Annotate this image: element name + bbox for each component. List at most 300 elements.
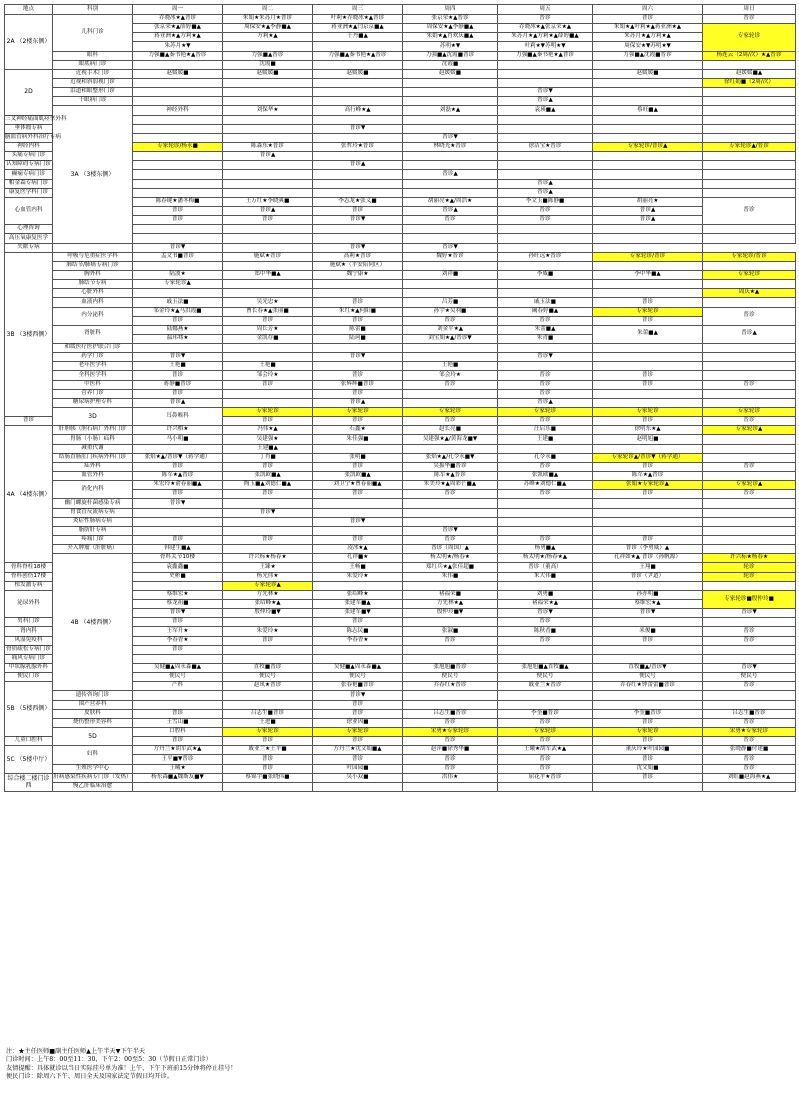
schedule-cell: 孟文书■普诊	[133, 252, 223, 261]
schedule-cell	[133, 700, 223, 709]
schedule-cell: 普诊	[498, 536, 593, 545]
schedule-cell	[223, 691, 313, 700]
table-row	[5, 106, 796, 115]
schedule-cell: 普诊	[593, 737, 703, 746]
schedule-cell	[703, 499, 796, 508]
legend-note: 注：★主任医师■副主任医师▲上午半天▼下午半天	[6, 1048, 146, 1055]
schedule-cell: 方先林★	[223, 590, 313, 599]
schedule-cell	[703, 344, 796, 353]
table-row	[5, 517, 796, 526]
schedule-cell: 杨光伟★	[223, 572, 313, 581]
schedule-cell: 乔晓冰★▲张京荣★▲	[498, 24, 593, 33]
schedule-cell: 力强■▲普诊	[223, 51, 313, 60]
schedule-cell	[703, 298, 796, 307]
table-row	[5, 764, 796, 773]
schedule-cell	[593, 60, 703, 69]
schedule-cell	[223, 353, 313, 362]
schedule-cell: 张娟★专家轮诊▲	[593, 481, 703, 490]
table-row	[5, 78, 796, 87]
schedule-cell: 陈志民■	[313, 627, 403, 636]
schedule-cell	[133, 97, 223, 106]
schedule-cell: 普诊	[593, 755, 703, 764]
department-cell: 三叉神经痛面肌痉挛外科	[5, 115, 53, 124]
schedule-cell: 张明■	[313, 453, 403, 462]
schedule-cell: 普诊	[133, 737, 223, 746]
schedule-cell: 专家轮诊▲	[703, 481, 796, 490]
schedule-cell: 沈霞■	[403, 60, 498, 69]
schedule-cell: 王建■	[498, 435, 593, 444]
schedule-cell	[133, 517, 223, 526]
schedule-cell	[313, 60, 403, 69]
schedule-cell	[703, 152, 796, 161]
schedule-cell	[403, 280, 498, 289]
schedule-cell: 吴建强★	[223, 435, 313, 444]
schedule-cell	[703, 581, 796, 590]
header-tuesday: 周二	[223, 5, 313, 15]
clinic-schedule-table	[4, 4, 796, 792]
schedule-cell	[313, 782, 403, 791]
schedule-cell: 普诊▼	[703, 609, 796, 618]
table-row	[5, 97, 796, 106]
schedule-cell: 普诊	[703, 197, 796, 224]
table-row	[5, 718, 796, 727]
schedule-cell: 普诊	[403, 755, 498, 764]
schedule-cell	[403, 389, 498, 398]
schedule-cell	[703, 261, 796, 270]
schedule-cell: 张焰★▲/普诊▼（蒋学通）	[133, 453, 223, 462]
schedule-cell: 韩建生■▲	[133, 545, 223, 554]
department-cell: 和缓医疗医护联合门诊	[53, 344, 133, 353]
schedule-cell: 张凯欧■▲	[313, 472, 403, 481]
schedule-cell: 直牧■普诊	[223, 663, 313, 672]
schedule-cell: 专家轮诊	[703, 408, 796, 417]
schedule-cell: 张京荣★▲薛婷■▲	[133, 24, 223, 33]
schedule-cell: 朱苏月★▲方莉★▲薛婷■▲	[498, 33, 593, 42]
schedule-cell: 朱爱玲★	[313, 572, 403, 581]
schedule-cell: 张晓静■付建■	[703, 746, 796, 755]
schedule-cell	[498, 234, 593, 243]
schedule-cell: 孔令永■	[498, 453, 593, 462]
schedule-cell	[313, 654, 403, 663]
department-cell: 骨科关节10楼	[133, 554, 223, 563]
schedule-cell: 周长芳★	[223, 325, 313, 334]
schedule-cell	[403, 782, 498, 791]
schedule-cell: 赵媛媛■	[223, 69, 313, 78]
department-cell: 全科医学科	[53, 371, 133, 380]
schedule-cell: 刘金平★▲	[403, 325, 498, 334]
schedule-cell	[223, 124, 313, 133]
schedule-cell	[223, 225, 313, 234]
schedule-cell	[223, 700, 313, 709]
schedule-cell	[403, 261, 498, 270]
schedule-cell	[313, 78, 403, 87]
schedule-cell: 曹长春★▲张丽■	[223, 307, 313, 316]
schedule-cell: 周庆★▲	[703, 289, 796, 298]
schedule-cell: 张淑■	[403, 627, 498, 636]
schedule-cell: 普诊	[498, 718, 593, 727]
schedule-cell	[703, 700, 796, 709]
schedule-cell: 专家轮诊	[403, 408, 498, 417]
table-row	[5, 709, 796, 718]
schedule-cell	[223, 88, 313, 97]
table-row	[5, 298, 796, 307]
schedule-cell: 徐明东★▲	[593, 426, 703, 435]
schedule-cell	[703, 444, 796, 453]
schedule-cell: 李中华■▲	[593, 270, 703, 279]
schedule-cell: 专家轮诊/普诊	[703, 252, 796, 261]
schedule-cell: 石鑫★	[313, 426, 403, 435]
schedule-cell: 金凯存■	[223, 334, 313, 343]
schedule-cell: 普诊▲	[223, 206, 313, 215]
schedule-cell	[313, 179, 403, 188]
schedule-cell: 周保安★▲李静■▲	[403, 24, 498, 33]
schedule-cell: 普诊	[403, 718, 498, 727]
schedule-cell: 普诊	[498, 490, 593, 499]
schedule-cell	[313, 188, 403, 197]
schedule-cell: 普诊（周国）▲	[403, 545, 498, 554]
schedule-cell: 力强■▲秦书艳★▲普诊	[133, 51, 223, 60]
schedule-cell: 普诊	[403, 764, 498, 773]
schedule-cell: 普诊	[593, 371, 703, 380]
schedule-cell: 普诊	[223, 737, 313, 746]
schedule-cell	[403, 508, 498, 517]
department-cell: 肺结节专病	[53, 280, 133, 289]
schedule-cell	[593, 517, 703, 526]
schedule-cell: 力强■▲沈霞■普诊	[593, 51, 703, 60]
schedule-cell: 吕志生■普诊	[403, 709, 498, 718]
table-row	[5, 252, 796, 261]
schedule-cell: 普诊	[593, 316, 703, 325]
schedule-cell: 林晓光★普诊	[403, 142, 498, 151]
schedule-cell: 普诊	[703, 15, 796, 24]
schedule-cell	[703, 188, 796, 197]
schedule-cell: 普诊▼	[133, 499, 223, 508]
schedule-cell: 普诊	[498, 316, 593, 325]
schedule-cell	[133, 115, 223, 124]
schedule-cell: 殷仲玲■▼	[403, 609, 498, 618]
department-cell: 风湿免疫科	[5, 636, 53, 645]
table-row	[5, 69, 796, 78]
schedule-cell: 张京荣★▲普诊	[403, 15, 498, 24]
schedule-cell: 普诊	[403, 216, 498, 225]
schedule-cell	[703, 508, 796, 517]
schedule-cell	[403, 88, 498, 97]
schedule-cell: 普诊	[403, 490, 498, 499]
schedule-cell	[498, 152, 593, 161]
schedule-cell: 普诊	[703, 307, 796, 325]
schedule-cell	[593, 398, 703, 407]
schedule-cell	[133, 654, 223, 663]
department-cell: 神经内科	[5, 142, 53, 151]
table-row	[5, 88, 796, 97]
schedule-cell	[593, 97, 703, 106]
schedule-cell: 刘宝娟★▲/普诊▼	[403, 334, 498, 343]
schedule-cell	[703, 782, 796, 791]
schedule-cell: 张旭旭■普诊	[403, 663, 498, 672]
schedule-cell: 普诊	[133, 316, 223, 325]
schedule-cell: 普诊	[223, 536, 313, 545]
department-cell: 干眼病门诊	[53, 97, 133, 106]
department-cell: 肝胆胰（胆石病）外科门诊	[53, 426, 133, 435]
schedule-cell: 李奎■普诊	[593, 709, 703, 718]
schedule-cell	[403, 225, 498, 234]
schedule-cell: 王艳■	[133, 362, 223, 371]
schedule-cell	[403, 115, 498, 124]
schedule-cell	[703, 97, 796, 106]
schedule-cell: 普诊	[703, 380, 796, 389]
schedule-cell	[403, 444, 498, 453]
schedule-cell: 李威■	[498, 270, 593, 279]
table-row	[5, 261, 796, 270]
schedule-cell: 力强■▲秦书艳★▲普诊	[313, 51, 403, 60]
table-row	[5, 398, 796, 407]
location-cell: 5D	[53, 727, 133, 745]
schedule-cell: 普诊	[313, 462, 403, 471]
schedule-cell	[498, 261, 593, 270]
schedule-cell	[593, 152, 703, 161]
department-cell: 近视手术门诊	[53, 69, 133, 78]
schedule-cell: 便民号	[403, 673, 498, 682]
location-cell: 3A （3楼东侧）	[53, 106, 133, 243]
schedule-cell: 陈军★▲普诊	[133, 472, 223, 481]
table-row	[5, 526, 796, 535]
schedule-cell	[403, 517, 498, 526]
schedule-cell: 袁鑫鑫■	[133, 563, 223, 572]
schedule-cell	[498, 170, 593, 179]
department-cell: 疝外科	[53, 462, 133, 471]
header-row	[5, 5, 796, 15]
location-cell: 2D	[5, 69, 53, 115]
schedule-cell: 普诊▲	[223, 152, 313, 161]
schedule-cell: 普诊	[703, 417, 796, 426]
schedule-cell	[403, 124, 498, 133]
schedule-cell: 杨东森■▲魏斯友■▼	[133, 773, 223, 782]
schedule-cell: 轮诊	[703, 572, 796, 581]
schedule-cell	[593, 499, 703, 508]
schedule-cell	[498, 243, 593, 252]
schedule-cell: 朱美玲★▲周彩芒■▲	[403, 481, 498, 490]
department-cell: 癫痫专病门诊	[5, 170, 53, 179]
schedule-cell: 孙亦明■	[593, 590, 703, 599]
schedule-cell	[703, 88, 796, 97]
schedule-cell	[703, 280, 796, 289]
department-cell: 皮肤科	[53, 709, 133, 718]
department-cell: 脑血管病外科治疗专病	[5, 133, 53, 142]
schedule-cell: 陈军★▲普诊	[403, 472, 498, 481]
schedule-cell: 褚福荣■	[403, 590, 498, 599]
schedule-cell: 杨太明★/杨春★▲	[498, 554, 593, 563]
schedule-cell	[133, 133, 223, 142]
schedule-cell	[498, 517, 593, 526]
schedule-cell	[593, 618, 703, 627]
schedule-cell	[593, 280, 703, 289]
schedule-cell	[593, 362, 703, 371]
schedule-cell: 孔祥■★	[313, 554, 403, 563]
schedule-cell: 普诊	[133, 216, 223, 225]
schedule-cell: 吕芳■	[403, 298, 498, 307]
schedule-cell: 轮诊	[703, 563, 796, 572]
department-cell: 心脏外科	[53, 289, 133, 298]
schedule-cell	[313, 225, 403, 234]
schedule-cell	[498, 78, 593, 87]
schedule-cell: 普诊▼	[498, 353, 593, 362]
schedule-cell	[593, 645, 703, 654]
table-row	[5, 691, 796, 700]
schedule-cell	[133, 78, 223, 87]
schedule-cell: 赵媛媛■▲	[703, 69, 796, 78]
table-row	[5, 380, 796, 389]
department-cell: 植发激专病	[5, 581, 53, 590]
schedule-cell: 许兴标★杨春★	[223, 554, 313, 563]
schedule-cell: 张建军■▲	[313, 600, 403, 609]
schedule-cell: 张凯欧■▲	[498, 472, 593, 481]
schedule-cell: 普诊	[313, 700, 403, 709]
schedule-cell: 普诊	[498, 618, 593, 627]
schedule-cell: 普诊▼	[133, 353, 223, 362]
schedule-cell: 朱娟★▲肖欢庆■▲	[403, 33, 498, 42]
schedule-cell: 普诊	[593, 718, 703, 727]
schedule-cell: 普诊	[403, 316, 498, 325]
schedule-cell	[223, 42, 313, 51]
table-row	[5, 481, 796, 490]
schedule-cell: 李文玉■陈静■	[498, 197, 593, 206]
schedule-cell	[223, 618, 313, 627]
header-department: 科别	[53, 5, 133, 15]
schedule-cell: 蔡锦宇■张晓伟■	[223, 773, 313, 782]
schedule-cell: 普诊	[133, 490, 223, 499]
schedule-cell: 李志龙★张义■	[313, 197, 403, 206]
department-cell: 脂肪肝专病	[53, 526, 133, 535]
legend-hours: 门诊时间：上午8：00至11：30，下午2：00至5：30（节假日正常门诊）	[6, 1056, 212, 1064]
schedule-cell	[498, 526, 593, 535]
schedule-cell: 郑红兵★▲张佳超■	[403, 563, 498, 572]
schedule-cell: 普诊▼	[593, 609, 703, 618]
schedule-cell: 邹会玲★	[223, 371, 313, 380]
schedule-cell: 张焰★▲/孔令永■▼	[403, 453, 498, 462]
header-friday: 周五	[498, 5, 593, 15]
schedule-cell: 普诊▼	[313, 124, 403, 133]
schedule-cell: 普诊	[498, 389, 593, 398]
schedule-cell	[403, 499, 498, 508]
schedule-cell	[703, 654, 796, 663]
schedule-cell: 方先林★▲	[403, 600, 498, 609]
schedule-cell	[223, 115, 313, 124]
schedule-cell	[498, 161, 593, 170]
schedule-cell	[593, 581, 703, 590]
schedule-cell: 普诊	[223, 380, 313, 389]
department-cell: 结肠直肠肛门疾病外科门诊	[53, 453, 133, 462]
schedule-cell: 叶莉★▼苏明★▼	[498, 42, 593, 51]
schedule-cell: 专家轮诊▲	[133, 280, 223, 289]
schedule-cell: 普诊	[703, 737, 796, 746]
schedule-cell	[313, 234, 403, 243]
schedule-cell	[133, 88, 223, 97]
schedule-cell	[403, 234, 498, 243]
schedule-cell: 高莉★普诊	[313, 252, 403, 261]
schedule-cell: 普诊	[223, 636, 313, 645]
department-cell: 血液内科	[53, 298, 133, 307]
schedule-cell	[498, 782, 593, 791]
schedule-cell: 蔡旺■▲	[593, 106, 703, 115]
department-cell: 帕金森专病门诊	[5, 179, 53, 188]
schedule-cell	[498, 280, 593, 289]
schedule-cell: 普诊	[223, 216, 313, 225]
schedule-cell: 吴健■▲周永森■▲	[133, 663, 223, 672]
schedule-cell	[593, 526, 703, 535]
table-row	[5, 508, 796, 517]
schedule-cell: 方莉★▲	[223, 33, 313, 42]
schedule-cell: 专家轮诊▲/普诊▼（蒋学通）	[593, 453, 703, 462]
schedule-cell: 普诊	[313, 618, 403, 627]
schedule-cell	[498, 581, 593, 590]
department-cell: 糖尿病护理专科	[53, 398, 133, 407]
schedule-cell	[593, 444, 703, 453]
schedule-cell: 乔春红★普诊	[403, 682, 498, 691]
location-cell: 3D	[53, 408, 133, 426]
schedule-cell: 方丹兰★沈文娟■▲	[313, 746, 403, 755]
schedule-cell: 普诊▲	[498, 188, 593, 197]
schedule-cell	[593, 88, 703, 97]
schedule-cell: 普诊	[133, 618, 223, 627]
schedule-cell: 王进■	[223, 718, 313, 727]
schedule-cell: 专家轮诊	[498, 408, 593, 417]
schedule-cell: 史彬■	[133, 572, 223, 581]
schedule-cell: 王畅■	[313, 563, 403, 572]
schedule-cell: 普诊	[703, 462, 796, 471]
schedule-cell	[403, 398, 498, 407]
schedule-cell	[703, 645, 796, 654]
schedule-cell	[313, 42, 403, 51]
schedule-cell: 王军升★	[133, 627, 223, 636]
schedule-cell	[313, 170, 403, 179]
schedule-cell	[498, 700, 593, 709]
schedule-cell: 普诊	[313, 206, 403, 215]
schedule-cell: 李春香★	[133, 636, 223, 645]
schedule-cell: 王翔■	[593, 563, 703, 572]
schedule-cell: 屈花平★普诊	[498, 773, 593, 782]
schedule-cell: 朱蕾■▲	[498, 325, 593, 334]
schedule-cell: 陈秋香■	[498, 627, 593, 636]
schedule-cell	[703, 179, 796, 188]
schedule-cell: 普诊	[593, 15, 703, 24]
schedule-cell	[498, 654, 593, 663]
schedule-cell: 普诊▼	[703, 663, 796, 672]
schedule-cell: 王臻★	[223, 563, 313, 572]
schedule-cell	[223, 161, 313, 170]
schedule-cell	[593, 289, 703, 298]
table-row	[5, 344, 796, 353]
schedule-cell: 吴小双■	[313, 773, 403, 782]
schedule-cell	[403, 152, 498, 161]
schedule-cell: 阚春婷■▲	[498, 307, 593, 316]
schedule-cell	[133, 170, 223, 179]
table-row	[5, 727, 796, 736]
schedule-cell: 温玮骞★	[133, 334, 223, 343]
schedule-cell	[223, 654, 313, 663]
department-cell: 炎症性肠病专病	[53, 517, 133, 526]
schedule-cell: 普诊	[403, 536, 498, 545]
schedule-cell: 直牧■▲/普诊▼	[593, 663, 703, 672]
schedule-cell: 普诊▲	[403, 206, 498, 215]
schedule-cell	[593, 188, 703, 197]
schedule-cell: 普诊	[313, 389, 403, 398]
legend-convenience: 便民门诊：除周六下午、周日全天及国家法定节假日均开诊。	[6, 1073, 174, 1081]
schedule-cell: 普诊	[703, 490, 796, 499]
schedule-cell: 赵媛媛■	[133, 69, 223, 78]
schedule-cell: 李奎■普诊	[498, 709, 593, 718]
schedule-cell: 普诊▲	[498, 97, 593, 106]
schedule-cell: 宋勇★专家轮诊	[403, 727, 498, 736]
